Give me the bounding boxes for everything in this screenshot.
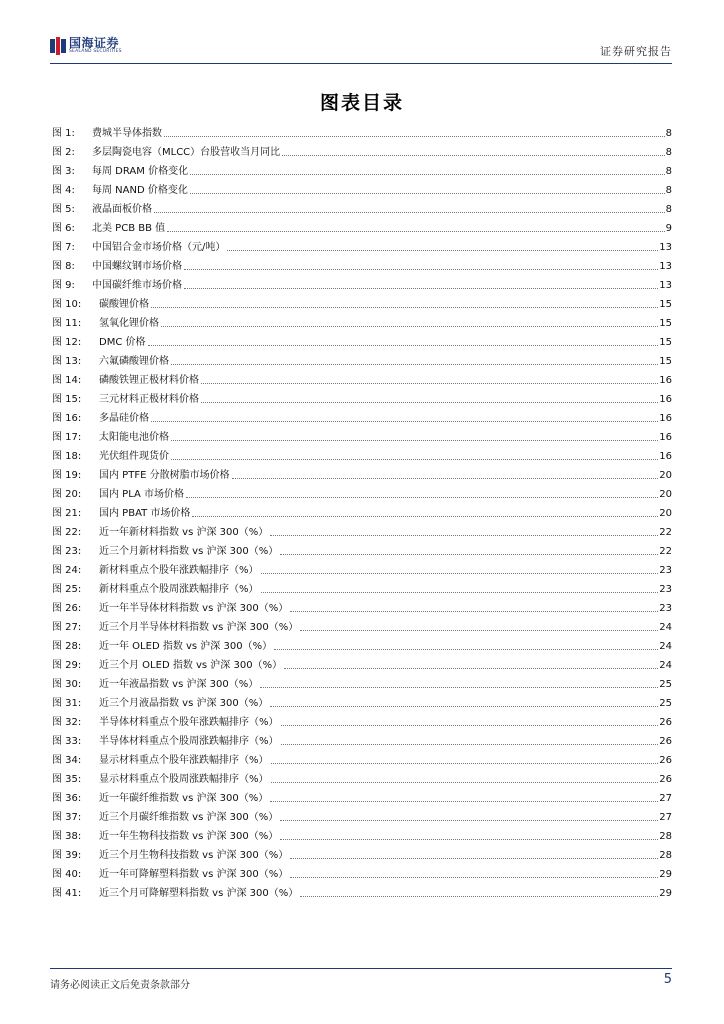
toc-page-number: 16 (659, 394, 672, 405)
toc-leader-dots (270, 801, 658, 802)
toc-figure-title: 多晶硅价格 (99, 413, 149, 424)
toc-page-number: 15 (659, 356, 672, 367)
toc-leader-dots (290, 611, 658, 612)
toc-row[interactable] (52, 215, 672, 234)
toc-leader-dots (300, 630, 658, 631)
toc-page-number: 15 (659, 337, 672, 348)
toc-row[interactable] (52, 310, 672, 329)
toc-row[interactable] (52, 842, 672, 861)
toc-page-number: 15 (659, 299, 672, 310)
toc-figure-title: 每周 NAND 价格变化 (92, 185, 188, 196)
logo-english-name: SEALAND SECURITIES (69, 49, 122, 54)
toc-figure-label: 图 17: (52, 432, 82, 443)
toc-row[interactable] (52, 234, 672, 253)
toc-figure-title: 新材料重点个股年涨跌幅排序（%） (99, 565, 259, 576)
toc-leader-dots (201, 383, 658, 384)
toc-row[interactable] (52, 196, 672, 215)
toc-row[interactable] (52, 690, 672, 709)
toc-page-number: 13 (659, 261, 672, 272)
toc-figure-label: 图 15: (52, 394, 82, 405)
toc-page-number: 16 (659, 451, 672, 462)
toc-page-number: 24 (659, 641, 672, 652)
toc-row[interactable] (52, 614, 672, 633)
toc-page-number: 13 (659, 280, 672, 291)
toc-figure-title: 光伏组件现货价 (99, 451, 169, 462)
report-type: 证券研究报告 (600, 45, 672, 58)
toc-leader-dots (171, 364, 658, 365)
toc-page-number: 27 (659, 812, 672, 823)
toc-row[interactable] (52, 538, 672, 557)
page-number: 5 (663, 972, 672, 987)
toc-figure-label: 图 34: (52, 755, 82, 766)
toc-row[interactable] (52, 272, 672, 291)
toc-leader-dots (192, 516, 658, 517)
toc-figure-title: 近一年碳纤维指数 vs 沪深 300（%） (99, 793, 269, 804)
toc-figure-label: 图 14: (52, 375, 82, 386)
toc-page-number: 16 (659, 413, 672, 424)
toc-figure-label: 图 36: (52, 793, 82, 804)
toc-leader-dots (271, 782, 659, 783)
toc-figure-label: 图 2: (52, 147, 75, 158)
toc-page-number: 25 (659, 698, 672, 709)
toc-row[interactable] (52, 747, 672, 766)
toc-figure-title: 太阳能电池价格 (99, 432, 169, 443)
toc-leader-dots (270, 706, 658, 707)
toc-figure-title: 近一年可降解塑料指数 vs 沪深 300（%） (99, 869, 289, 880)
toc-page-number: 28 (659, 850, 672, 861)
toc-figure-title: 液晶面板价格 (92, 204, 152, 215)
toc-figure-title: 中国碳纤维市场价格 (92, 280, 182, 291)
toc-figure-label: 图 9: (52, 280, 75, 291)
toc-leader-dots (280, 839, 658, 840)
toc-figure-label: 图 10: (52, 299, 82, 310)
toc-row[interactable] (52, 652, 672, 671)
toc-row[interactable] (52, 177, 672, 196)
toc-page-number: 9 (665, 223, 672, 234)
toc-figure-label: 图 32: (52, 717, 82, 728)
toc-figure-label: 图 12: (52, 337, 82, 348)
toc-row[interactable] (52, 595, 672, 614)
toc-row[interactable] (52, 405, 672, 424)
toc-row[interactable] (52, 671, 672, 690)
toc-figure-title: 碳酸锂价格 (99, 299, 149, 310)
toc-row[interactable] (52, 462, 672, 481)
toc-row[interactable] (52, 785, 672, 804)
toc-page-number: 20 (659, 470, 672, 481)
toc-page-number: 15 (659, 318, 672, 329)
toc-figure-label: 图 27: (52, 622, 82, 633)
toc-row[interactable] (52, 557, 672, 576)
toc-leader-dots (184, 269, 658, 270)
toc-figure-label: 图 23: (52, 546, 82, 557)
toc-figure-label: 图 22: (52, 527, 82, 538)
toc-page-number: 27 (659, 793, 672, 804)
toc-leader-dots (161, 326, 658, 327)
toc-figure-label: 图 41: (52, 888, 82, 899)
toc-figure-label: 图 28: (52, 641, 82, 652)
toc-leader-dots (281, 744, 659, 745)
toc-figure-label: 图 21: (52, 508, 82, 519)
toc-row[interactable] (52, 367, 672, 386)
page-header (50, 34, 672, 64)
toc-figure-label: 图 13: (52, 356, 82, 367)
toc-leader-dots (227, 250, 658, 251)
toc-row[interactable] (52, 443, 672, 462)
toc-page-number: 24 (659, 622, 672, 633)
toc-leader-dots (171, 459, 658, 460)
toc-page-number: 8 (665, 185, 672, 196)
toc-figure-label: 图 20: (52, 489, 82, 500)
toc-figure-title: 显示材料重点个股年涨跌幅排序（%） (99, 755, 269, 766)
disclaimer-note: 请务必阅读正文后免责条款部分 (50, 980, 190, 991)
toc-figure-label: 图 40: (52, 869, 82, 880)
toc-leader-dots (154, 212, 665, 213)
toc-figure-label: 图 8: (52, 261, 75, 272)
toc-leader-dots (270, 535, 658, 536)
toc-figure-label: 图 33: (52, 736, 82, 747)
toc-leader-dots (167, 231, 664, 232)
toc-leader-dots (274, 649, 658, 650)
toc-figure-label: 图 26: (52, 603, 82, 614)
toc-figure-title: DMC 价格 (99, 337, 146, 348)
toc-figure-label: 图 25: (52, 584, 82, 595)
toc-row[interactable] (52, 709, 672, 728)
toc-figure-label: 图 39: (52, 850, 82, 861)
toc-page-number: 29 (659, 888, 672, 899)
toc-figure-title: 近三个月可降解塑料指数 vs 沪深 300（%） (99, 888, 299, 899)
toc-row[interactable] (52, 158, 672, 177)
toc-figure-title: 新材料重点个股周涨跌幅排序（%） (99, 584, 259, 595)
toc-page-number: 16 (659, 432, 672, 443)
toc-row[interactable] (52, 728, 672, 747)
toc-figure-label: 图 24: (52, 565, 82, 576)
toc-figure-label: 图 7: (52, 242, 75, 253)
toc-page-number: 26 (659, 774, 672, 785)
toc-figure-title: 每周 DRAM 价格变化 (92, 166, 189, 177)
toc-leader-dots (171, 440, 658, 441)
toc-leader-dots (271, 763, 659, 764)
toc-page-number: 23 (659, 565, 672, 576)
toc-page-number: 23 (659, 603, 672, 614)
toc-row[interactable] (52, 861, 672, 880)
toc-leader-dots (184, 288, 658, 289)
toc-figure-title: 近三个月 OLED 指数 vs 沪深 300（%） (99, 660, 283, 671)
toc-page-number: 20 (659, 508, 672, 519)
toc-row[interactable] (52, 424, 672, 443)
toc-page-number: 23 (659, 584, 672, 595)
toc-page-number: 8 (665, 147, 672, 158)
page-title: 图表目录 (319, 92, 404, 114)
toc-leader-dots (260, 687, 658, 688)
toc-figure-title: 中国铝合金市场价格（元/吨） (92, 242, 226, 253)
toc-figure-label: 图 31: (52, 698, 82, 709)
toc-leader-dots (300, 896, 658, 897)
toc-figure-title: 北美 PCB BB 值 (92, 223, 166, 234)
toc-figure-label: 图 18: (52, 451, 82, 462)
toc-page-number: 24 (659, 660, 672, 671)
toc-figure-title: 国内 PLA 市场价格 (99, 489, 185, 500)
toc-figure-title: 近一年生物科技指数 vs 沪深 300（%） (99, 831, 279, 842)
toc-leader-dots (284, 668, 658, 669)
toc-figure-title: 半导体材料重点个股周涨跌幅排序（%） (99, 736, 279, 747)
toc-page-number: 26 (659, 736, 672, 747)
toc-row[interactable] (52, 386, 672, 405)
toc-figure-title: 中国螺纹钢市场价格 (92, 261, 182, 272)
toc-figure-title: 近一年 OLED 指数 vs 沪深 300（%） (99, 641, 273, 652)
toc-figure-title: 国内 PBAT 市场价格 (99, 508, 191, 519)
table-of-figures (52, 120, 672, 899)
toc-page-number: 22 (659, 546, 672, 557)
toc-row[interactable] (52, 329, 672, 348)
toc-figure-title: 氢氧化锂价格 (99, 318, 159, 329)
toc-leader-dots (151, 421, 658, 422)
toc-page-number: 8 (665, 128, 672, 139)
toc-figure-label: 图 3: (52, 166, 75, 177)
toc-figure-label: 图 16: (52, 413, 82, 424)
toc-figure-label: 图 5: (52, 204, 75, 215)
toc-figure-label: 图 4: (52, 185, 75, 196)
toc-leader-dots (201, 402, 658, 403)
toc-row[interactable] (52, 766, 672, 785)
toc-figure-title: 费城半导体指数 (92, 128, 162, 139)
toc-page-number: 8 (665, 166, 672, 177)
toc-row[interactable] (52, 481, 672, 500)
toc-page-number: 28 (659, 831, 672, 842)
toc-page-number: 16 (659, 375, 672, 386)
toc-row[interactable] (52, 291, 672, 310)
sealand-logo-icon (50, 37, 66, 55)
toc-figure-title: 显示材料重点个股周涨跌幅排序（%） (99, 774, 269, 785)
toc-page-number: 25 (659, 679, 672, 690)
toc-row[interactable] (52, 880, 672, 899)
page-footer (50, 968, 672, 991)
toc-figure-title: 近三个月液晶指数 vs 沪深 300（%） (99, 698, 269, 709)
toc-row[interactable] (52, 823, 672, 842)
toc-figure-label: 图 38: (52, 831, 82, 842)
toc-leader-dots (186, 497, 658, 498)
toc-figure-label: 图 11: (52, 318, 82, 329)
toc-figure-title: 近三个月半导体材料指数 vs 沪深 300（%） (99, 622, 299, 633)
toc-figure-title: 三元材料正极材料价格 (99, 394, 199, 405)
toc-row[interactable] (52, 804, 672, 823)
toc-leader-dots (290, 858, 658, 859)
toc-leader-dots (280, 554, 658, 555)
toc-leader-dots (290, 877, 658, 878)
toc-leader-dots (190, 193, 665, 194)
toc-leader-dots (282, 155, 664, 156)
toc-leader-dots (261, 573, 659, 574)
logo-chinese-name: 国海证券 (69, 36, 120, 50)
toc-row[interactable] (52, 348, 672, 367)
toc-page-number: 22 (659, 527, 672, 538)
toc-figure-label: 图 6: (52, 223, 75, 234)
toc-page-number: 8 (665, 204, 672, 215)
toc-page-number: 29 (659, 869, 672, 880)
toc-figure-title: 六氟磷酸锂价格 (99, 356, 169, 367)
toc-figure-label: 图 1: (52, 128, 75, 139)
toc-figure-title: 近三个月生物科技指数 vs 沪深 300（%） (99, 850, 289, 861)
toc-leader-dots (190, 174, 665, 175)
toc-page-number: 26 (659, 755, 672, 766)
toc-leader-dots (164, 136, 665, 137)
toc-figure-label: 图 29: (52, 660, 82, 671)
toc-leader-dots (148, 345, 659, 346)
toc-figure-title: 半导体材料重点个股年涨跌幅排序（%） (99, 717, 279, 728)
toc-leader-dots (280, 820, 658, 821)
toc-figure-label: 图 30: (52, 679, 82, 690)
toc-figure-label: 图 19: (52, 470, 82, 481)
toc-figure-title: 近一年新材料指数 vs 沪深 300（%） (99, 527, 269, 538)
toc-figure-title: 国内 PTFE 分散树脂市场价格 (99, 470, 230, 481)
toc-row[interactable] (52, 253, 672, 272)
toc-page-number: 26 (659, 717, 672, 728)
toc-figure-title: 磷酸铁锂正极材料价格 (99, 375, 199, 386)
toc-row[interactable] (52, 633, 672, 652)
toc-page-number: 20 (659, 489, 672, 500)
toc-figure-title: 近三个月碳纤维指数 vs 沪深 300（%） (99, 812, 279, 823)
toc-page-number: 13 (659, 242, 672, 253)
toc-figure-title: 近三个月新材料指数 vs 沪深 300（%） (99, 546, 279, 557)
toc-figure-title: 近一年半导体材料指数 vs 沪深 300（%） (99, 603, 289, 614)
toc-row[interactable] (52, 139, 672, 158)
toc-row[interactable] (52, 576, 672, 595)
toc-figure-label: 图 37: (52, 812, 82, 823)
toc-leader-dots (261, 592, 659, 593)
toc-leader-dots (281, 725, 659, 726)
toc-figure-label: 图 35: (52, 774, 82, 785)
toc-row[interactable] (52, 500, 672, 519)
toc-row[interactable] (52, 519, 672, 538)
toc-leader-dots (232, 478, 659, 479)
company-logo (50, 37, 122, 55)
toc-row[interactable] (52, 120, 672, 139)
toc-leader-dots (151, 307, 658, 308)
toc-figure-title: 多层陶瓷电容（MLCC）台股营收当月同比 (92, 147, 281, 158)
toc-figure-title: 近一年液晶指数 vs 沪深 300（%） (99, 679, 259, 690)
